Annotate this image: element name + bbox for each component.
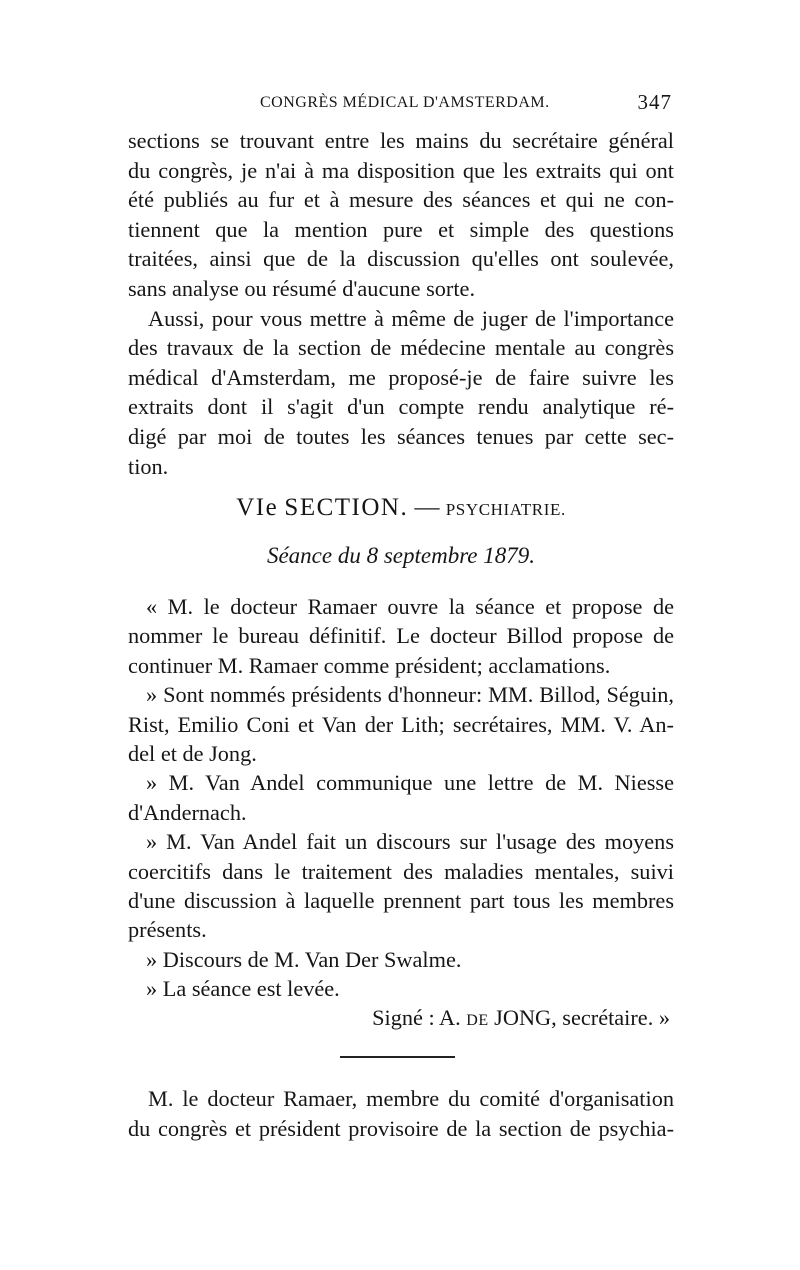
text-line: sans analyse ou résumé d'aucune sorte. <box>128 275 476 301</box>
text-line: « M. le docteur Ramaer ouvre la séance et propose de <box>146 594 674 619</box>
signature-suffix: JONG, secrétaire. » <box>494 1005 670 1030</box>
text-line: été publiés au fur et à mesure des séances et qui ne con- <box>128 187 674 213</box>
text-line: » M. Van Andel fait un discours sur l'usage des moyens <box>146 829 674 855</box>
text-line: du congrès, je n'ai à ma disposition que les extraits qui ont <box>128 157 674 183</box>
signature-line <box>372 1005 670 1031</box>
signature-particle: DE <box>466 1012 489 1029</box>
section-title: SECTION. <box>284 494 409 521</box>
text-line: M. le docteur Ramaer, membre du comité d'organisation <box>148 1086 674 1111</box>
text-line: des travaux de la section de médecine mentale au congrès <box>128 335 674 361</box>
text-line: continuer M. Ramaer comme président; acclamations. <box>128 652 611 678</box>
text-line: nommer le bureau définitif. Le docteur Billod propose de <box>128 623 674 649</box>
section-dash: — <box>414 494 440 521</box>
text-line: Rist, Emilio Coni et Van der Lith; secrétaires, MM. V. An- <box>128 711 674 737</box>
text-line: sections se trouvant entre les mains du secrétaire général <box>128 128 674 153</box>
signature-prefix: Signé : A. <box>372 1005 461 1030</box>
separator-rule <box>340 1056 455 1058</box>
text-line: digé par moi de toutes les séances tenues par cette sec- <box>128 423 674 449</box>
text-line: du congrès et président provisoire de la section de psychia- <box>128 1115 674 1141</box>
section-subtitle: PSYCHIATRIE. <box>445 500 566 519</box>
section-number: VIe <box>236 494 279 521</box>
text-line: traitées, ainsi que de la discussion qu'elles ont soulevée, <box>128 246 674 272</box>
section-heading <box>128 494 674 522</box>
text-line: Aussi, pour vous mettre à même de juger de l'importance <box>148 305 674 331</box>
text-line: d'une discussion à laquelle prennent part tous les membres <box>128 888 674 914</box>
text-line: del et de Jong. <box>128 741 257 767</box>
intro-paragraphs <box>128 126 674 481</box>
text-line: coercitifs dans le traitement des maladies mentales, suivi <box>128 858 674 884</box>
text-line: » Sont nommés présidents d'honneur: MM. Billod, Séguin, <box>146 682 674 708</box>
text-line: » La séance est levée. <box>146 976 340 1002</box>
text-line: médical d'Amsterdam, me proposé-je de faire suivre les <box>128 364 674 390</box>
text-line: d'Andernach. <box>128 799 247 825</box>
session-minutes <box>128 592 674 1004</box>
text-line: présents. <box>128 917 207 943</box>
page-number: 347 <box>637 90 672 114</box>
text-line: tiennent que la mention pure et simple des questions <box>128 216 674 242</box>
session-date: Séance du 8 septembre 1879. <box>266 543 536 568</box>
running-title: CONGRÈS MÉDICAL D'AMSTERDAM. <box>260 94 550 111</box>
text-line: » M. Van Andel communique une lettre de M. Niesse <box>146 770 674 796</box>
closing-paragraph <box>128 1084 674 1143</box>
text-line: extraits dont il s'agit d'un compte rendu analytique ré- <box>128 394 674 420</box>
text-line: » Discours de M. Van Der Swalme. <box>146 946 462 972</box>
text-line: tion. <box>128 453 169 479</box>
running-head <box>130 90 672 120</box>
